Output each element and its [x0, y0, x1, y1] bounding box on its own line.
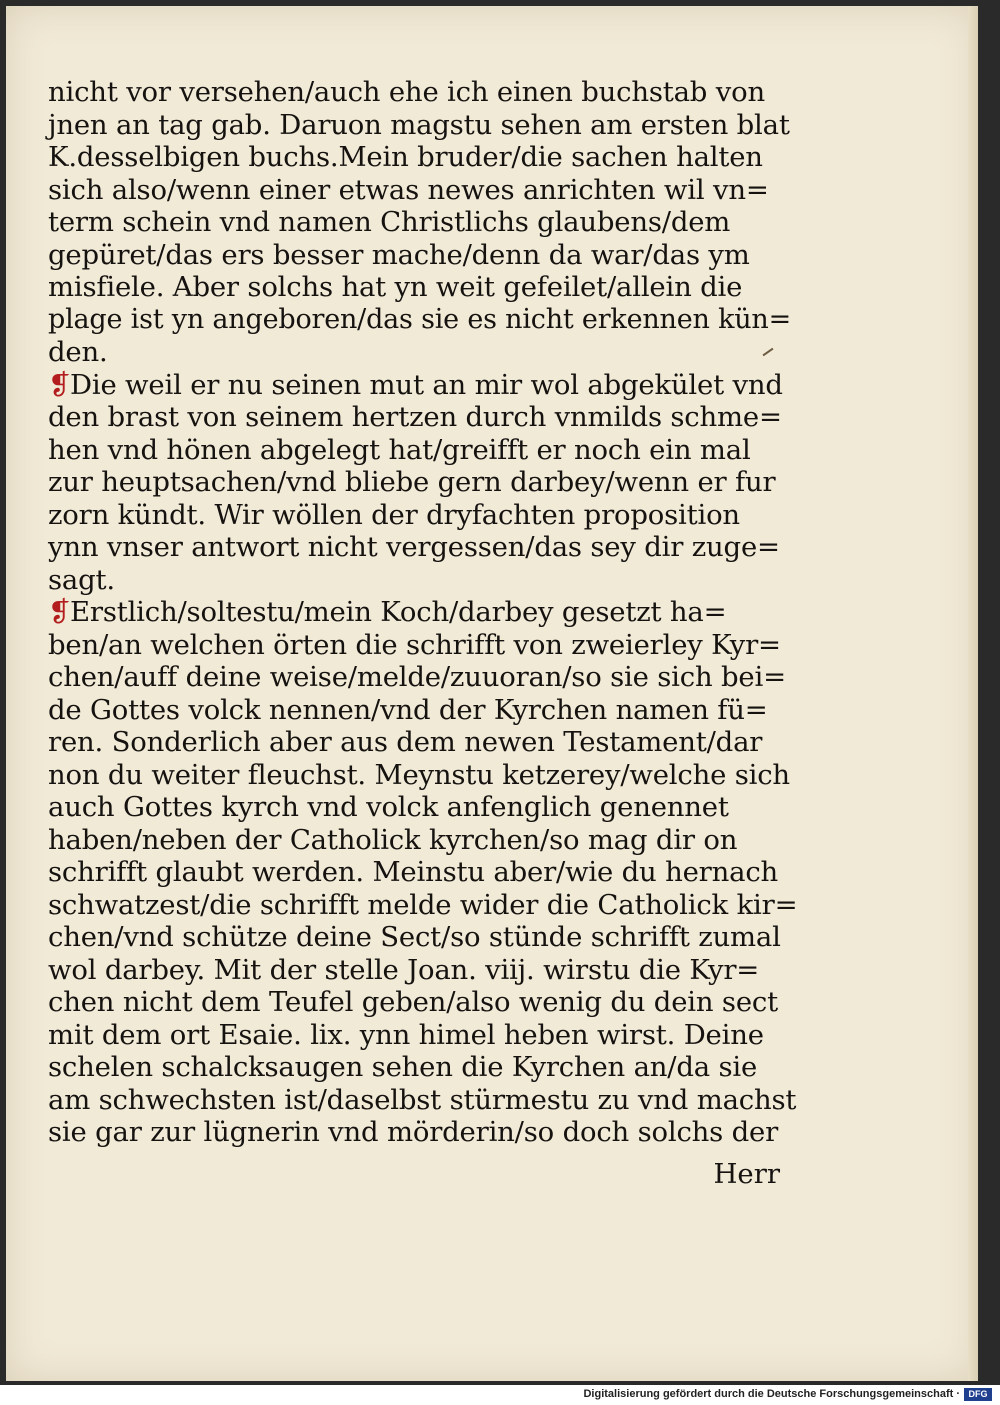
dfg-logo-icon: DFG [964, 1388, 992, 1401]
paragraph-mark: ❡ [48, 596, 71, 628]
text-line: gepüret/das ers besser mache/denn da war/das ym [48, 238, 750, 271]
text-line: sie gar zur lügnerin vnd mörderin/so doch solchs der [48, 1116, 779, 1148]
book-page [6, 6, 978, 1381]
text-line: non du weiter fleuchst. Meynstu ketzerey/welche sich [48, 758, 790, 791]
text-line: sich also/wenn einer etwas newes anrichten wil vn= [48, 173, 769, 206]
catchword: Herr [713, 1158, 780, 1190]
text-line: haben/neben der Catholick kyrchen/so mag dir on [48, 823, 738, 856]
text-line: Die weil er nu seinen mut an mir wol abgekület vnd [70, 368, 783, 401]
text-line: nicht vor versehen/auch ehe ich einen buchstab von [48, 76, 765, 108]
text-line: den. [48, 336, 108, 368]
text-line: ren. Sonderlich aber aus dem newen Testament/dar [48, 726, 763, 758]
text-block [48, 76, 798, 1149]
text-line: Erstlich/soltestu/mein Koch/darbey gesetzt ha= [70, 596, 727, 628]
text-line: schelen schalcksaugen sehen die Kyrchen an/da sie [48, 1051, 758, 1083]
text-line: chen/vnd schütze deine Sect/so stünde schrifft zumal [48, 921, 781, 953]
text-line: jnen an tag gab. Daruon magstu sehen am ersten blat [48, 108, 790, 141]
text-line: misfiele. Aber solchs hat yn weit gefeilet/allein die [48, 271, 743, 303]
text-line: term schein vnd namen Christlichs glaubens/dem [48, 206, 731, 238]
paragraph-mark: ❡ [48, 368, 71, 401]
digitization-credit: Digitalisierung gefördert durch die Deutsche Forschungsgemeinschaft · [583, 1388, 960, 1400]
text-line: schwatzest/die schrifft melde wider die Catholick kir= [48, 888, 798, 921]
text-line: hen vnd hönen abgelegt hat/greifft er noch ein mal [48, 433, 751, 466]
text-line: mit dem ort Esaie. lix. ynn himel heben wirst. Deine [48, 1018, 764, 1051]
text-line: wol darbey. Mit der stelle Joan. viij. wirstu die Kyr= [48, 953, 760, 986]
text-line: chen/auff deine weise/melde/zuuoran/so sie sich bei= [48, 661, 786, 693]
footer [0, 1385, 1000, 1405]
text-line: chen nicht dem Teufel geben/also wenig du dein sect [48, 986, 778, 1018]
text-line: den brast von seinem hertzen durch vnmilds schme= [48, 401, 782, 433]
paragraph-line [48, 369, 798, 402]
text-line: K.desselbigen buchs.Mein bruder/die sachen halten [48, 141, 763, 173]
text-line: auch Gottes kyrch vnd volck anfenglich genennet [48, 791, 729, 823]
text-line: schrifft glaubt werden. Meinstu aber/wie du hernach [48, 856, 779, 888]
text-line: plage ist yn angeboren/das sie es nicht erkennen kün= [48, 303, 792, 335]
text-line: de Gottes volck nennen/vnd der Kyrchen namen fü= [48, 693, 768, 726]
text-line: sagt. [48, 563, 115, 596]
text-line: am schwechsten ist/daselbst stürmestu zu vnd machst [48, 1083, 797, 1116]
text-line: zorn kündt. Wir wöllen der dryfachten proposition [48, 498, 740, 531]
text-line: ynn vnser antwort nicht vergessen/das sey dir zuge= [48, 531, 780, 563]
text-line: zur heuptsachen/vnd bliebe gern darbey/wenn er fur [48, 466, 776, 498]
paragraph-line [48, 596, 798, 629]
text-line: ben/an welchen örten die schrifft von zweierley Kyr= [48, 628, 781, 661]
page-edge [968, 6, 978, 1381]
